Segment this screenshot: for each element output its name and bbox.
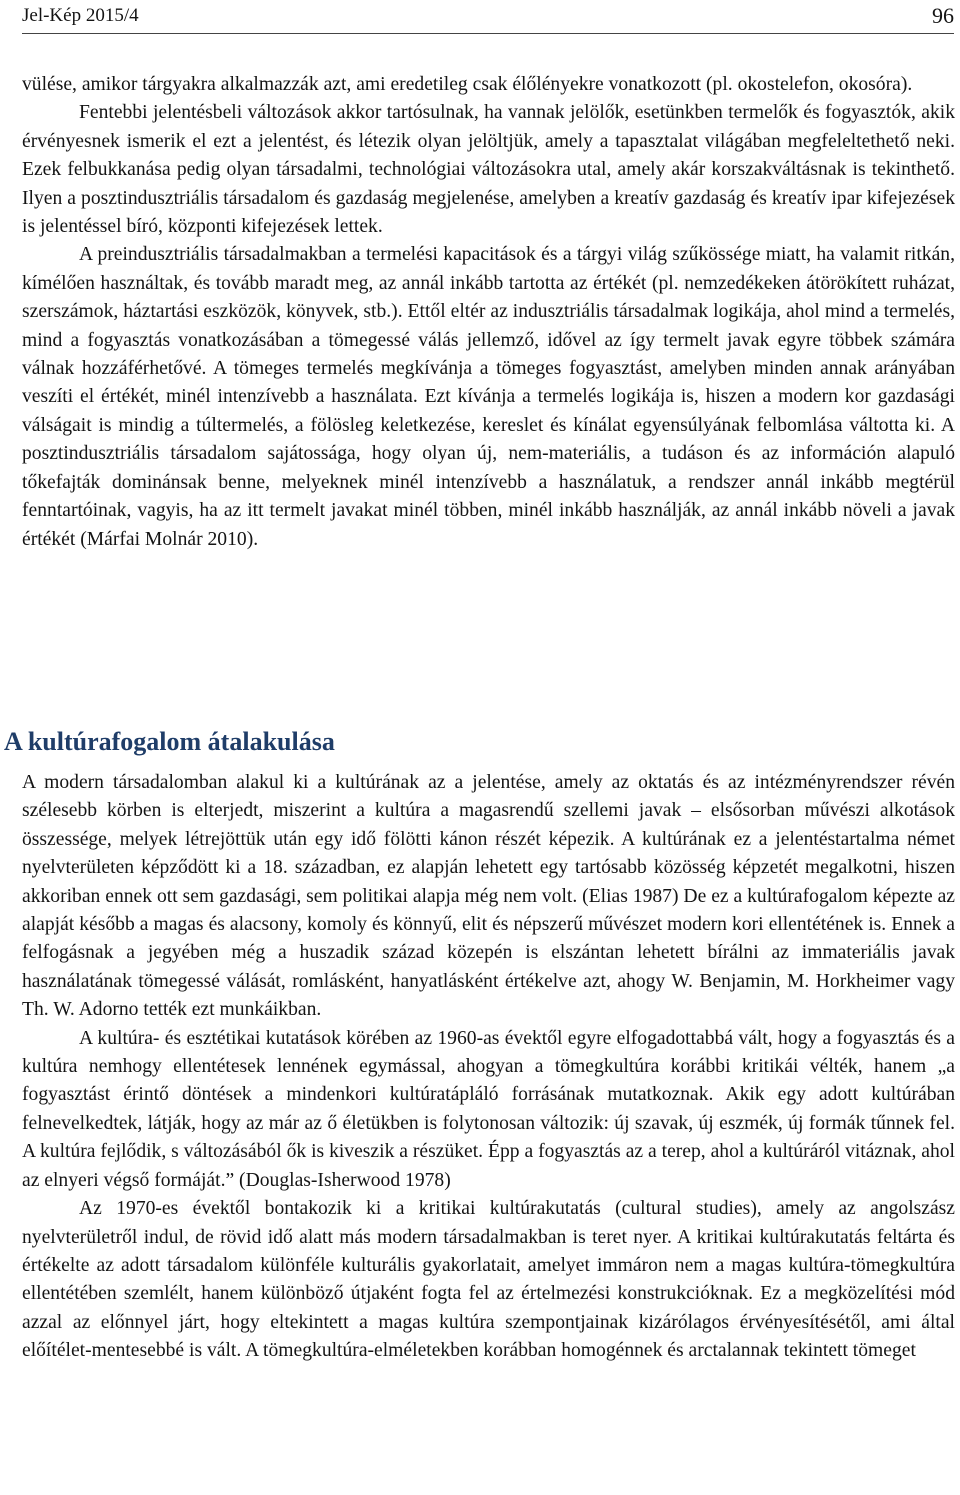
- header-rule: [22, 33, 954, 34]
- paragraph-continuation: vülése, amikor tárgyakra alkalmazzák azt, ami eredetileg csak élőlényekre vonatkozott (pl. okostelefon, okosóra).: [22, 74, 913, 95]
- page-number: 96: [932, 3, 954, 28]
- body-text-section-2: [22, 769, 955, 1366]
- paragraph: Fentebbi jelentésbeli változások akkor tartósulnak, ha vannak jelölők, esetünkben termelők és fogyasztók, akik érvényesnek ismerik el ezt a jelentést, és létezik olyan jelöltjük, amely a tapasztalat világában megfeleltethető neki. Ezek felbukkanása pedig olyan társadalmi, technológiai változásokra utal, amely akár korszakváltásnak is tekinthető. Ilyen a posztindusztriális társadalom és gazdaság megjelenése, amelyben a kreatív gazdaság és kreatív ipar kifejezések is jelentéssel bíró, központi kifejezések lettek.: [22, 102, 955, 238]
- paragraph: A preindusztriális társadalmakban a termelési kapacitások és a tárgyi világ szűkössége miatt, ha valamit ritkán, kímélően használtak, és tovább maradt meg, az annál inkább tartotta az értékét (pl. nemzedékeken átörökített ruházat, szerszámok, háztartási eszközök, könyvek, stb.). Ettől eltér az indusztriális társadalmak logikája, ahol mind a termelés, mind a fogyasztás vonatkozásában a tömegessé válás jellemző, idővel az így termelt javak egyre többek számára válnak hozzáférhetővé. A tömeges termelés megkívánja a tömeges fogyasztást, amelyben minden annak arányában veszíti el értékét, minél intenzívebb a használata. Ezt kívánja a termelés logikája is, hiszen a modern kor gazdasági válságait is mindig a túltermelés, a fölösleg keletkezése, kereslet és kínálat egyensúlyának felbomlása váltotta ki. A posztindusztriális társadalom sajátossága, hogy olyan új, nem-materiális, a tudáson és az információn alapuló tőkefajták dominánsak benne, melyeknek minél intenzívebb a használatuk, a rendszer annál inkább megtérül fenntartóinak, vagyis, ha az itt termelt javakat minél többen, minél inkább használják, az annál inkább növeli a javak értékét (Márfai Molnár 2010).: [22, 244, 955, 550]
- paragraph: A kultúra- és esztétikai kutatások körében az 1960-as évektől egyre elfogadottabbá vált, hogy a fogyasztás és a kultúra nemhogy ellentétesek lennének egymással, ahogyan a tömegkultúra korábbi kritikái vélték, hanem „a fogyasztást érintő döntések a mindenkori kultúratápláló forrásának mutatkoznak. Akik egy adott kultúrában felnevelkedtek, látják, hogy az már az ő életükben is folytonosan változik: új szavak, új eszmék, új formák tűnnek fel. A kultúra fejlődik, s változásából ők is kiveszik a részüket. Épp a fogyasztás az a terep, ahol a kultúráról vitáznak, ahol az elnyeri végső formáját.” (Douglas-Isherwood 1978): [22, 1027, 955, 1191]
- journal-title: Jel-Kép 2015/4: [22, 5, 139, 26]
- body-text-section-1: [22, 71, 955, 554]
- paragraph: A modern társadalomban alakul ki a kultúrának az a jelentése, amely az oktatás és az intézményrendszer révén szélesebb körben is elterjedt, miszerint a kultúra a magasrendű szellemi javak – elsősorban művészi alkotások összessége, melyek létrejöttük után egy idő fölötti kánon részét képezik. A kultúrának ez a jelentéstartalma német nyelvterületen képződött ki a 18. században, ez alapján lehetett egy tartósabb közösség képzetét megalkotni, hiszen akkoriban ennek ott sem gazdasági, sem politikai alapja még nem volt. (Elias 1987) De ez a kultúrafogalom képezte az alapját később a magas és alacsony, komoly és könnyű, elit és népszerű művészet modern kori ellentétének is. Ennek a felfogásnak a jegyében még a huszadik század közepén is elszántan lehetett bírálni az immateriális javak használatának tömegessé válását, romlásként, hanyatlásként értékelve azt, ahogy W. Benjamin, M. Horkheimer vagy Th. W. Adorno tették ezt munkáikban.: [22, 772, 955, 1021]
- paragraph: Az 1970-es évektől bontakozik ki a kritikai kultúrakutatás (cultural studies), amely az angolszász nyelvterületről indul, de rövid idő alatt más modern társadalmakban is teret nyer. A kritikai kultúrakutatás feltárta és értékelte az adott társadalom különféle kulturális gyakorlatait, amelyet immáron nem a magas kultúra-tömegkultúra ellentétében szemlélt, hanem különböző útjaként fogta fel az értelmezési konstrukcióknak. Ez a megközelítési mód azzal az előnnyel járt, hogy eltekintett a magas kultúra szempontjainak kizárólagos érvényesítésétől, ami által előítélet-mentesebbé is vált. A tömegkultúra-elméletekben korábban homogénnek és arctalannak tekintett tömeget: [22, 1198, 955, 1362]
- section-heading: A kultúrafogalom átalakulása: [4, 727, 335, 756]
- page-header: [22, 2, 954, 34]
